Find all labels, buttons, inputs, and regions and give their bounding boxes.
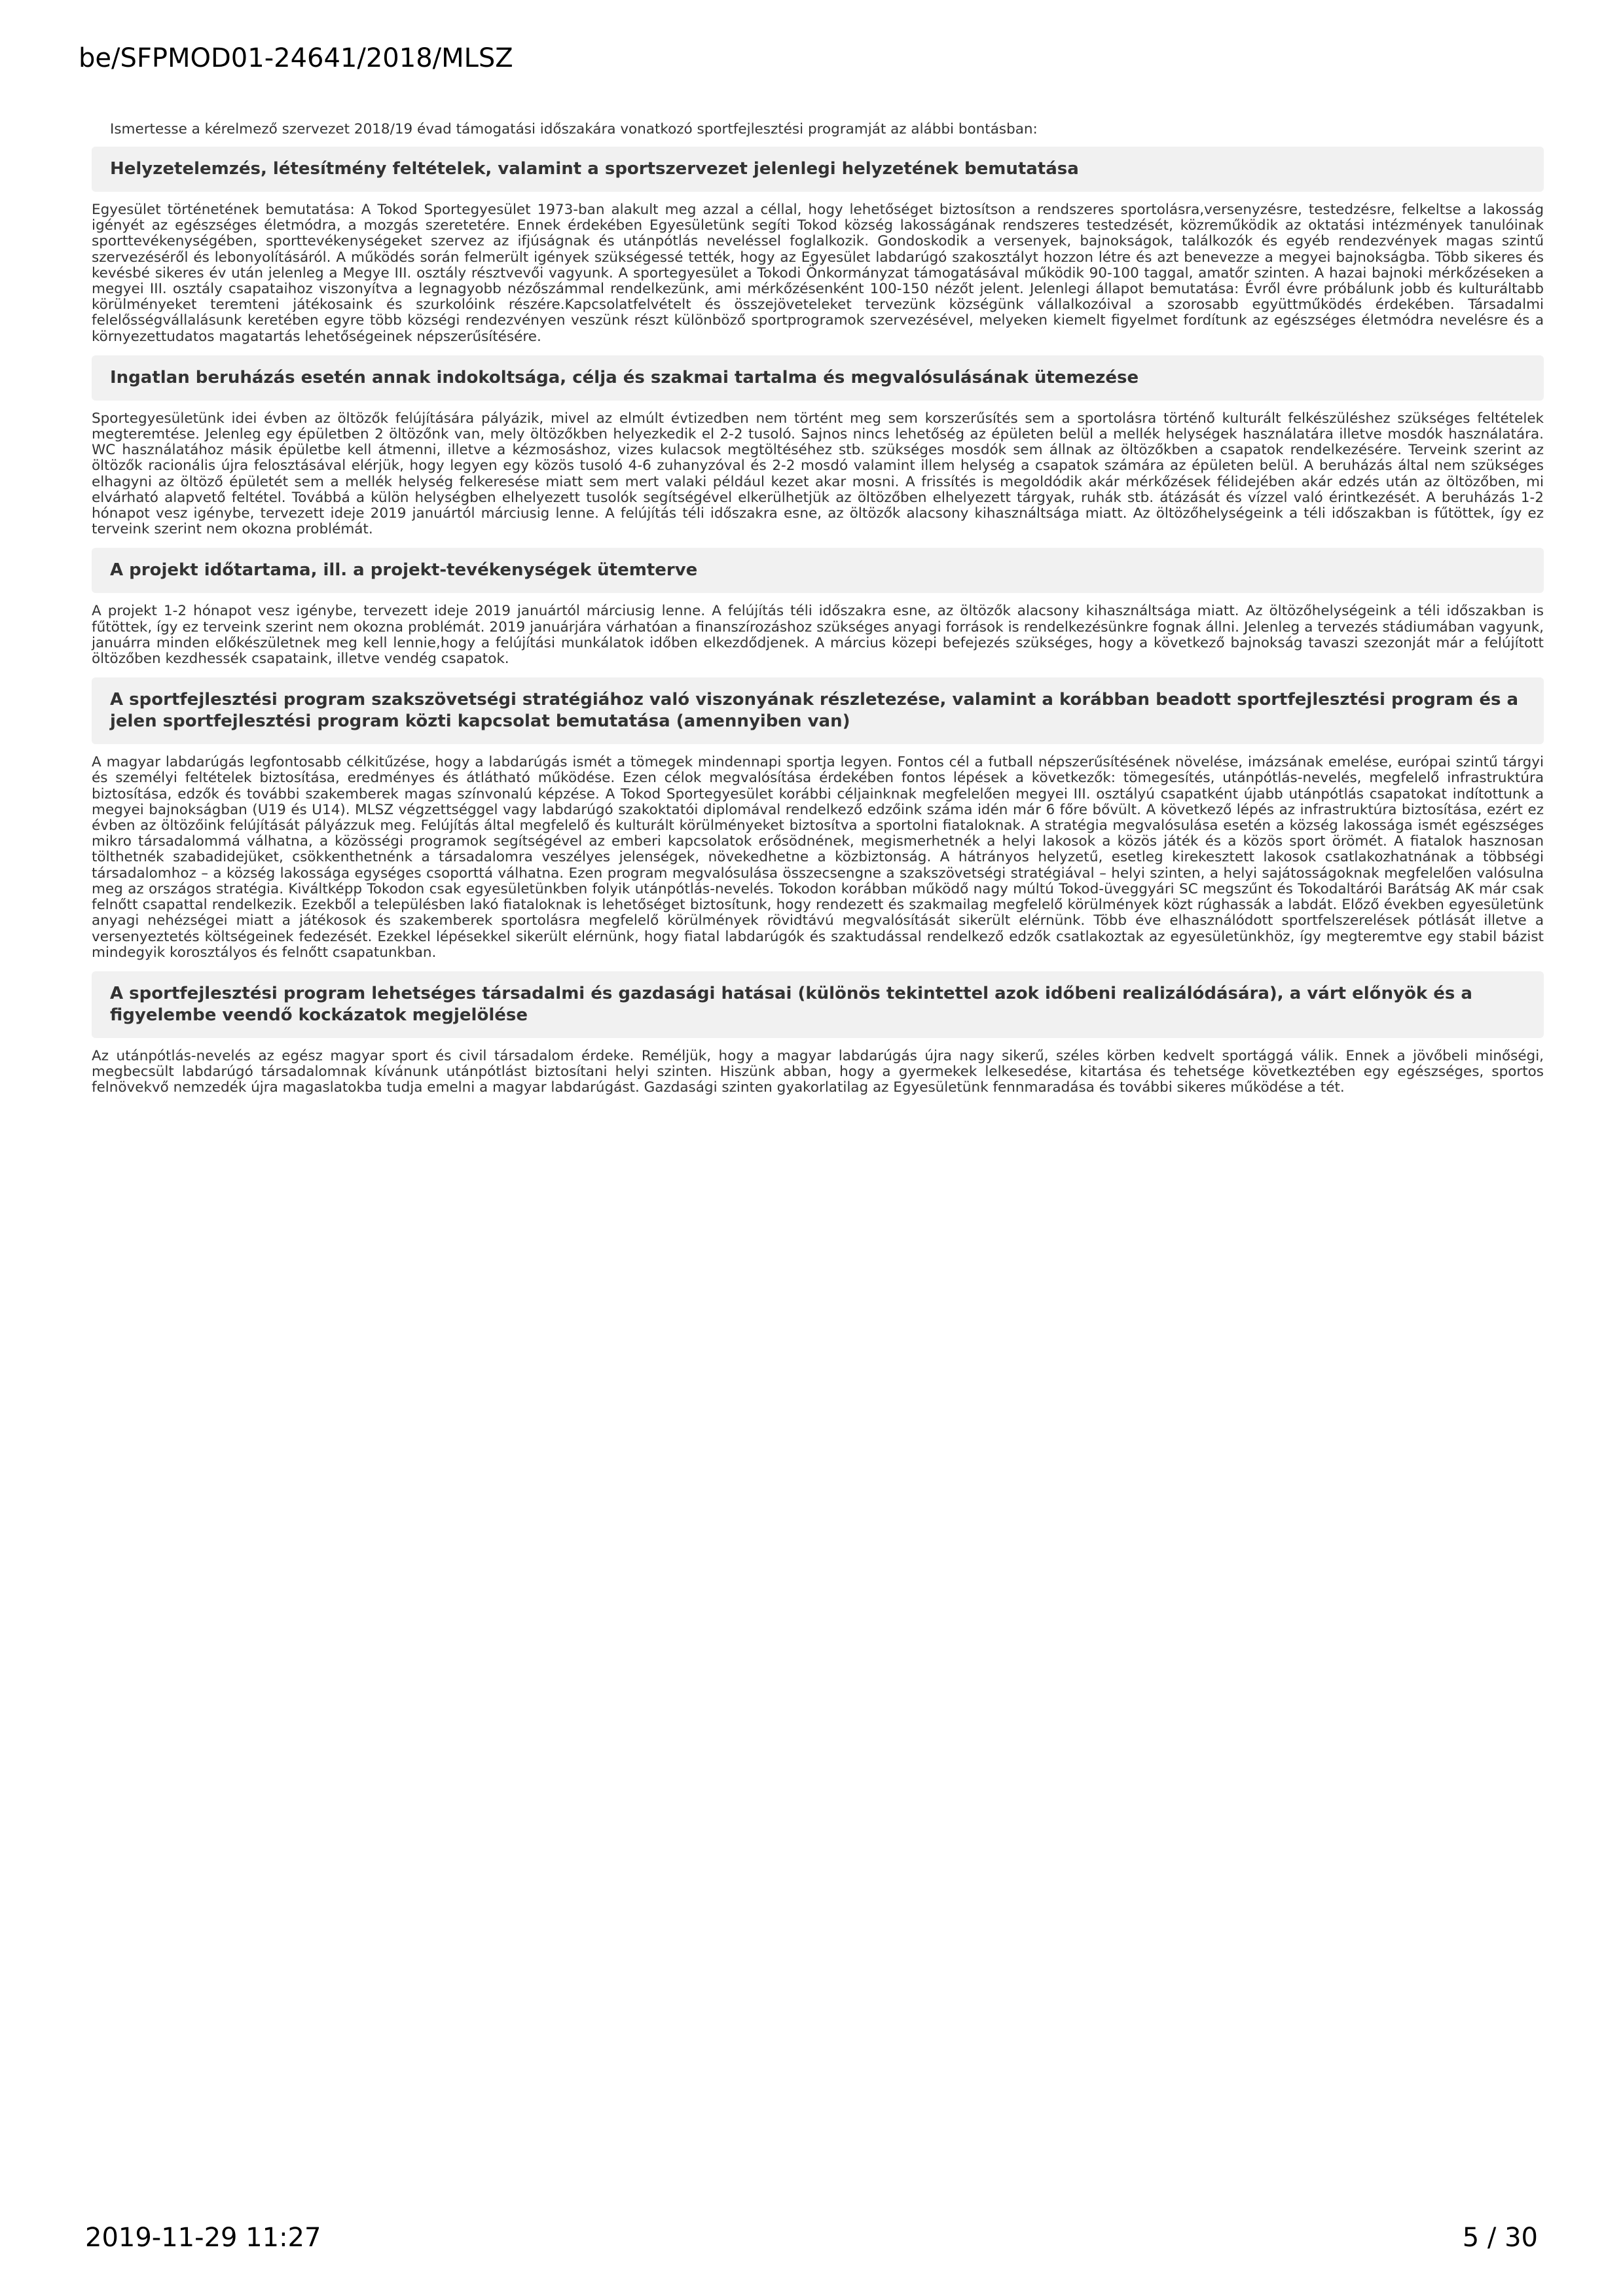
section-heading: A projekt időtartama, ill. a projekt-tevékenységek ütemterve — [92, 548, 1544, 593]
section-heading: Ingatlan beruházás esetén annak indokoltsága, célja és szakmai tartalma és megvalósulásának ütemezése — [92, 355, 1544, 401]
section-body: Egyesület történetének bemutatása: A Tokod Sportegyesület 1973-ban alakult meg azzal a céllal, hogy lehetőséget biztosítson a rendszeres sportolásra,versenyzésre, testedzésre, felkeltse a lakosság igényét az egészséges életmódra, a mozgás szeretetére. Ennek érdekében Egyesületünk segíti Tokod község lakosságának rendszeres testedzését, közreműködik az oktatási intézmények tanulóinak sporttevékenységében, sporttevékenységeket szervez az ifjúságnak és utánpótlás neveléssel foglalkozik. Gondoskodik a versenyek, bajnokságok, találkozók és egyéb rendezvények magas szintű szervezéséről és lebonyolításáról. A működés során felmerült igények szükségessé tették, hogy az Egyesület labdarúgó szakosztályt hozzon létre és azt benevezze a megyei bajnokságba. Több sikeres és kevésbé sikeres év után jelenleg a Megye III. osztály résztvevői vagyunk. A sportegyesület a Tokodi Önkormányzat támogatásával működik 90-100 taggal, amatőr szinten. A hazai bajnoki mérkőzéseken a megyei III. osztály csapataihoz viszonyítva a legnagyobb nézőszámmal rendelkezünk, ami mérkőzésenként 100-150 nézőt jelent. Jelenlegi állapot bemutatása: Évről évre próbálunk jobb és kulturáltabb körülményeket teremteni játékosaink és szurkolóink részére.Kapcsolatfelvételt és összejöveteleket tervezünk községünk vállalkozóival a szorosabb együttműködés érdekében. Társadalmi felelősségvállalásunk keretében egyre több községi rendezvényen veszünk részt különböző sportprogramok szervezésével, melyeken kiemelt figyelmet fordítunk az egészséges életmódra nevelésre és a környezettudatos magatartás lehetőségeinek népszerűsítésére. — [92, 202, 1544, 345]
section-federation-strategy — [92, 677, 1544, 961]
section-body: A magyar labdarúgás legfontosabb célkitűzése, hogy a labdarúgás ismét a tömegek mindennapi sportja legyen. Fontos cél a futball népszerűsítésének növelése, imázsának emelése, európai szintű tárgyi és személyi feltételek biztosítása, eredményes és átlátható működése. Ezen célok megvalósítása érdekében fontos lépések a következők: tömegesítés, utánpótlás-nevelés, megfelelő infrastruktúra biztosítása, edzők és további szakemberek magas színvonalú képzése. A Tokod Sportegyesület korábbi céljainknak megfelelően megyei III. osztályú csapatként újabb utánpótlás csapatokat indítottunk a megyei bajnokságban (U19 és U14). MLSZ végzettséggel vagy labdarúgó szakoktatói diplomával rendelkező edzőink száma idén már 6 főre bővült. A következő lépés az infrastruktúra biztosítása, ezért ez évben az öltözőink felújítását pályázzuk meg. Felújítás által megfelelő és kulturált körülményeket biztosítva a sportolni fiataloknak. A stratégia megvalósulása esetén a község lakossága ismét egészséges mikro társadalommá válhatna, a közösségi programok segítségével az emberi kapcsolatok erősödnének, megismerhetnék a helyi lakosok a közös játék és a közös sport örömét. A fiatalok hasznosan tölthetnék szabadidejüket, csökkenthetnénk a társadalomra veszélyes jelenségek, növekedhetne a közbiztonság. A hátrányos helyzetű, esetleg kirekesztett lakosok csatlakozhatnának a többségi társadalomhoz – a község lakossága egységes csoporttá válhatna. Ezen program megvalósulása összecsengne a szakszövetségi stratégiával – helyi szinten, a helyi sajátosságoknak megfelelően valósulna meg az országos stratégia. Kiváltképp Tokodon csak egyesületünkben folyik utánpótlás-nevelés. Tokodon korábban működő nagy múltú Tokod-üveggyári SC megszűnt és Tokodaltárói Barátság AK már csak felnőtt csapattal rendelkezik. Ezekből a településben lakó fiataloknak is lehetőséget biztosítunk, hogy rendezett és szakmailag megfelelő körülmények közt rúghassák a labdát. Előző években egyesületünk anyagi nehézségei miatt a játékosok és szakemberek sportolásra megfelelő körülmények rövidtávú megvalósítását sikerült elérnünk. Több éve elhasználódott sportfelszerelések pótlását illetve a versenyeztetés költségeinek fedezését. Ezekkel lépésekkel sikerült elérnünk, hogy fiatal labdarúgók és szaktudással rendelkező edzők csatlakoztak az egyesületünkhöz, így megteremtve egy stabil bázist mindegyik korosztályos és felnőtt csapatunkban. — [92, 754, 1544, 961]
footer-page-number: 5 / 30 — [1462, 2223, 1538, 2253]
section-body: A projekt 1-2 hónapot vesz igénybe, tervezett ideje 2019 januártól márciusig lenne. A felújítás téli időszakra esne, az öltözők alacsony kihasználtsága miatt. Az öltözőhelységeink a téli időszakban is fűtöttek, így ez terveink szerint nem okozna problémát. 2019 januárjára várhatóan a finanszírozáshoz szükséges anyagi források is rendelkezésünkre fognak állni. Jelenleg a tervezés stádiumában vagyunk, januárra minden előkészületnek meg kell lennie,hogy a felújítási munkálatok időben elkezdődjenek. A március közepi befejezés szükséges, hogy a következő bajnokság tavaszi szezonját már a felújított öltözőben kezdhessék csapataink, illetve vendég csapatok. — [92, 603, 1544, 668]
section-heading: Helyzetelemzés, létesítmény feltételek, valamint a sportszervezet jelenlegi helyzetének bemutatása — [92, 147, 1544, 192]
intro-text: Ismertesse a kérelmező szervezet 2018/19 évad támogatási időszakára vonatkozó sportfejlesztési programját az alábbi bontásban: — [110, 121, 1038, 137]
section-body: Az utánpótlás-nevelés az egész magyar sport és civil társadalom érdeke. Reméljük, hogy a magyar labdarúgás újra nagy sikerű, széles körben kedvelt sportággá válik. Ennek a jövőbeli minőségi, megbecsült labdarúgó társadalomnak kívánunk utánpótlást biztosítani helyi szinten. Hiszünk abban, hogy a gyermekek lelkesedése, kitartása és tehetsége következtében egy egészséges, sportos felnövekvő nemzedék újra magaslatokba tudja emelni a magyar labdarúgást. Gazdasági szinten gyakorlatilag az Egyesületünk fennmaradása és további sikeres működése a tét. — [92, 1047, 1544, 1096]
section-heading: A sportfejlesztési program szakszövetségi stratégiához való viszonyának részletezése, valamint a korábban beadott sportfejlesztési program és a jelen sportfejlesztési program közti kapcsolat bemutatása (amennyiben van) — [92, 677, 1544, 744]
document-content — [92, 120, 1544, 1107]
section-project-schedule — [92, 548, 1544, 667]
section-heading: A sportfejlesztési program lehetséges társadalmi és gazdasági hatásai (különös tekintettel azok időbeni realizálódására), a várt előnyök és a figyelembe veendő kockázatok megjelölése — [92, 971, 1544, 1038]
section-social-economic-impact — [92, 971, 1544, 1096]
document-id: be/SFPMOD01-24641/2018/MLSZ — [79, 43, 513, 73]
section-body: Sportegyesületünk idei évben az öltözők felújítására pályázik, mivel az elmúlt évtizedben nem történt meg sem korszerűsítés sem a sportolásra történő kulturált felkészüléshez szükséges feltételek megteremtése. Jelenleg egy épületben 2 öltözőnk van, mely öltözőkben helyezkedik el 2-2 tusoló. Sajnos nincs lehetőség az épületen belül a mellék helységek használatára illetve mosdók használatára. WC használatához másik épületbe kell átmenni, illetve a kézmosáshoz, vizes kulacsok megtöltéséhez stb. szükséges mosdók sem állnak az öltözőkben a csapatok rendelkezésére. Terveink szerint az öltözők racionális újra felosztásával elérjük, hogy legyen egy közös tusoló 4-6 zuhanyzóval és 2-2 mosdó valamint illem helység a csapatok számára az épületen belül. A beruházás által nem szükséges elhagyni az öltöző épületét sem a mellék helység felkeresése miatt sem mert valaki például kezet akar mosni. A frissítés is megoldódik akár mérkőzések félidejében akár edzés után az öltözőben, mi elvárható alapvető feltétel. Továbbá a külön helységben elhelyezett tusolók segítségével elkerülhetjük az öltözőben elhelyezett tárgyak, ruhák stb. átázását és vízzel való érintkezését. A beruházás 1-2 hónapot vesz igénybe, tervezett ideje 2019 januártól márciusig lenne. A felújítás téli időszakra esne, az öltözők alacsony kihasználtsága miatt. Az öltözőhelységeink a téli időszakban is fűtöttek, így ez terveink szerint nem okozna problémát. — [92, 410, 1544, 538]
footer-timestamp: 2019-11-29 11:27 — [85, 2223, 321, 2253]
section-situation-analysis — [92, 147, 1544, 345]
section-real-estate-investment — [92, 355, 1544, 538]
